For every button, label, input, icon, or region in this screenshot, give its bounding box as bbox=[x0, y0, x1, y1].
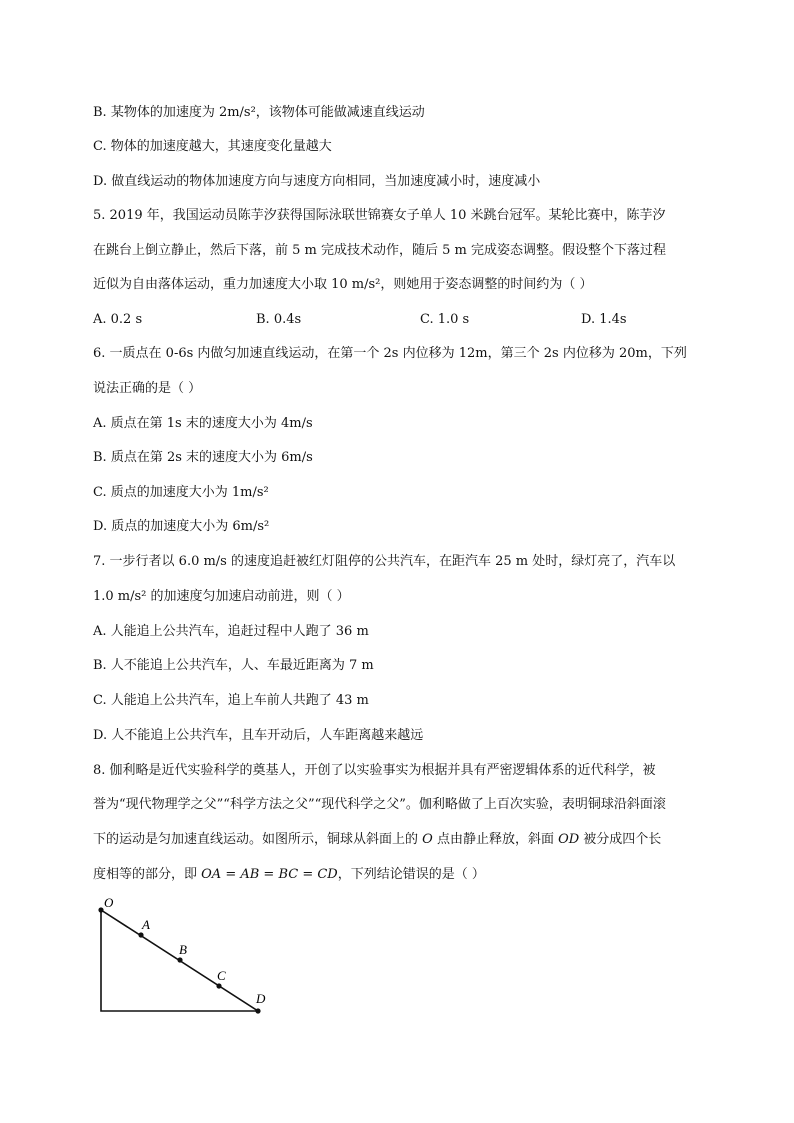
label-a: A bbox=[142, 917, 150, 932]
label-b: B bbox=[179, 942, 187, 957]
inclined-plane-figure bbox=[90, 892, 280, 1022]
q7-stem-line-1: 7. 一步行者以 6.0 m/s 的速度追赶被红灯阻停的公共汽车，在距汽车 25 m 处时，绿灯亮了，汽车以 bbox=[93, 554, 676, 569]
q6-stem-line-1: 6. 一质点在 0-6s 内做匀加速直线运动，在第一个 2s 内位移为 12m，第三个 2s 内位移为 20m，下列 bbox=[93, 346, 687, 361]
q6-option-d: D. 质点的加速度大小为 6m/s² bbox=[93, 519, 270, 534]
q7-option-c: C. 人能追上公共汽车，追上车前人共跑了 43 m bbox=[93, 693, 369, 708]
label-d: D bbox=[256, 991, 266, 1006]
label-o: O bbox=[104, 895, 114, 910]
point-o-dot bbox=[98, 907, 103, 912]
q5-option-c: C. 1.0 s bbox=[420, 312, 470, 327]
q8-stem-line-1: 8. 伽利略是近代实验科学的奠基人，开创了以实验事实为根据并具有严密逻辑体系的近代科学，被 bbox=[93, 763, 656, 778]
q8-text-segment: ，下列结论错误的是（ ） bbox=[337, 867, 485, 882]
q5-option-a: A. 0.2 s bbox=[93, 312, 143, 327]
q6-option-a: A. 质点在第 1s 末的速度大小为 4m/s bbox=[93, 416, 313, 431]
q5-stem-line-1: 5. 2019 年，我国运动员陈芋汐获得国际泳联世锦赛女子单人 10 米跳台冠军。某轮比赛中，陈芋汐 bbox=[93, 208, 666, 223]
q5-option-d: D. 1.4s bbox=[581, 312, 627, 327]
q4-option-c: C. 物体的加速度越大，其速度变化量越大 bbox=[93, 139, 332, 154]
q6-stem-line-2: 说法正确的是（ ） bbox=[93, 381, 202, 396]
point-o-label: O bbox=[422, 832, 433, 847]
q7-option-a: A. 人能追上公共汽车，追赶过程中人跑了 36 m bbox=[93, 624, 369, 639]
q8-stem-line-3 bbox=[93, 831, 661, 849]
q7-stem-line-2: 1.0 m/s² 的加速度匀加速启动前进，则（ ） bbox=[93, 589, 350, 604]
point-a-dot bbox=[138, 932, 143, 937]
q7-option-d: D. 人不能追上公共汽车，且车开动后，人车距离越来越远 bbox=[93, 728, 424, 743]
q6-option-b: B. 质点在第 2s 末的速度大小为 6m/s bbox=[93, 450, 313, 465]
q8-text-segment: 被分成四个长 bbox=[579, 832, 662, 847]
q5-option-b: B. 0.4s bbox=[256, 312, 302, 327]
equal-segments-equation: OA = AB = BC = CD bbox=[201, 867, 338, 882]
q8-text-segment: 点由静止释放，斜面 bbox=[432, 832, 559, 847]
q6-option-c: C. 质点的加速度大小为 1m/s² bbox=[93, 485, 269, 500]
q8-stem-line-4 bbox=[93, 866, 485, 884]
q4-option-b: B. 某物体的加速度为 2m/s²，该物体可能做减速直线运动 bbox=[93, 105, 425, 120]
q5-stem-line-3: 近似为自由落体运动，重力加速度大小取 10 m/s²，则她用于姿态调整的时间约为（ ） bbox=[93, 277, 593, 292]
q5-stem-line-2: 在跳台上倒立静止，然后下落，前 5 m 完成技术动作，随后 5 m 完成姿态调整。假设整个下落过程 bbox=[93, 243, 666, 258]
segment-od-label: OD bbox=[558, 832, 580, 847]
point-d-dot bbox=[255, 1008, 260, 1013]
q7-option-b: B. 人不能追上公共汽车，人、车最近距离为 7 m bbox=[93, 658, 374, 673]
point-c-dot bbox=[216, 983, 221, 988]
q4-option-d: D. 做直线运动的物体加速度方向与速度方向相同，当加速度减小时，速度减小 bbox=[93, 174, 541, 189]
q8-text-segment: 度相等的部分，即 bbox=[93, 867, 202, 882]
q8-text-segment: 下的运动是匀加速直线运动。如图所示，铜球从斜面上的 bbox=[93, 832, 423, 847]
label-c: C bbox=[217, 968, 226, 983]
point-b-dot bbox=[177, 957, 182, 962]
q8-stem-line-2: 誉为“现代物理学之父”“科学方法之父”“现代科学之父”。伽利略做了上百次实验，表明铜球沿斜面滚 bbox=[93, 797, 666, 812]
